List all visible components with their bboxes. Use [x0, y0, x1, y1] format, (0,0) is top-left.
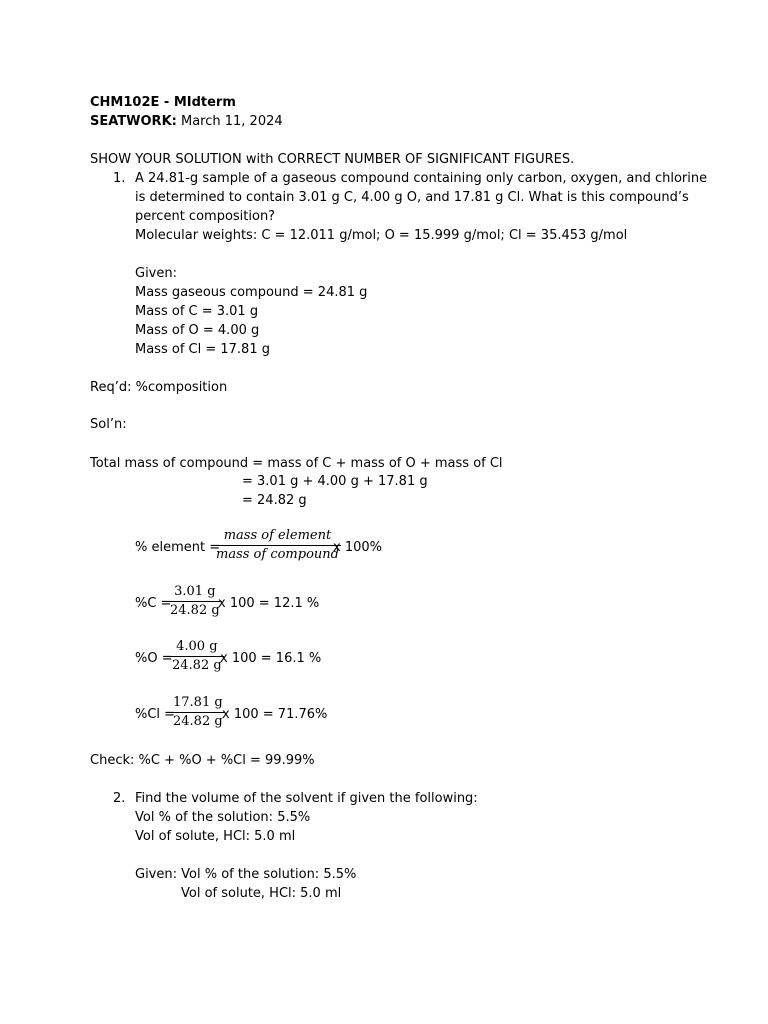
formula-fraction [214, 528, 341, 563]
total-mass-line: = 3.01 g + 4.00 g + 17.81 g [242, 474, 428, 489]
given-item: Mass gaseous compound = 24.81 g [135, 285, 368, 300]
calc-numerator: 3.01 g [174, 584, 216, 599]
calc-denominator: 24.82 g [170, 603, 220, 618]
q2-text-line: Vol of solute, HCl: 5.0 ml [135, 829, 296, 844]
calc-denominator: 24.82 g [172, 658, 222, 673]
doc-title: CHM102E - MIdterm [90, 95, 236, 110]
calc-fraction [170, 639, 224, 674]
fraction-bar [170, 656, 224, 657]
calc-lhs: %C = [135, 596, 172, 611]
total-mass-line: = 24.82 g [242, 493, 307, 508]
calc-denominator: 24.82 g [173, 714, 223, 729]
formula-denominator: mass of compound [216, 547, 339, 562]
formula-numerator: mass of element [223, 528, 332, 543]
q1-text-line: is determined to contain 3.01 g C, 4.00 g O, and 17.81 g Cl. What is this compound’s [135, 190, 689, 205]
calc-rhs: x 100 = 71.76% [222, 707, 328, 722]
calc-numerator: 4.00 g [176, 639, 218, 654]
q2-text-line: Vol % of the solution: 5.5% [135, 810, 311, 825]
q1-molecular-weights: Molecular weights: C = 12.011 g/mol; O = 15.999 g/mol; Cl = 35.453 g/mol [135, 228, 628, 243]
q2-text-line: Find the volume of the solvent if given the following: [135, 791, 478, 806]
calc-rhs: x 100 = 12.1 % [218, 596, 320, 611]
required: Req’d: %composition [90, 380, 228, 395]
check-line: Check: %C + %O + %Cl = 99.99% [90, 753, 315, 768]
total-mass-line: Total mass of compound = mass of C + mass of O + mass of Cl [90, 456, 503, 471]
q2-number: 2. [113, 791, 126, 806]
fraction-bar [168, 601, 222, 602]
calc-numerator: 17.81 g [173, 695, 223, 710]
formula-lhs: % element = [135, 540, 221, 555]
calc-fraction [171, 695, 225, 730]
seatwork-line [90, 112, 283, 131]
q2-given-line: Given: Vol % of the solution: 5.5% [135, 867, 357, 882]
seatwork-date: March 11, 2024 [180, 114, 283, 129]
q2-given-line: Vol of solute, HCl: 5.0 ml [181, 886, 342, 901]
q1-text-line: A 24.81-g sample of a gaseous compound containing only carbon, oxygen, and chlorine [135, 171, 708, 186]
formula-rhs: x 100% [333, 540, 382, 555]
fraction-bar [214, 545, 341, 546]
calc-lhs: %Cl = [135, 707, 176, 722]
given-item: Mass of O = 4.00 g [135, 323, 260, 338]
given-label: Given: [135, 266, 177, 281]
calc-fraction [168, 584, 222, 619]
q1-text-line: percent composition? [135, 209, 276, 224]
q1-number: 1. [113, 171, 126, 186]
fraction-bar [171, 712, 225, 713]
instruction: SHOW YOUR SOLUTION with CORRECT NUMBER OF SIGNIFICANT FIGURES. [90, 152, 575, 167]
given-item: Mass of Cl = 17.81 g [135, 342, 270, 357]
solution-label: Sol’n: [90, 417, 127, 432]
calc-lhs: %O = [135, 651, 173, 666]
given-item: Mass of C = 3.01 g [135, 304, 259, 319]
calc-rhs: x 100 = 16.1 % [220, 651, 322, 666]
seatwork-label: SEATWORK: [90, 114, 177, 129]
